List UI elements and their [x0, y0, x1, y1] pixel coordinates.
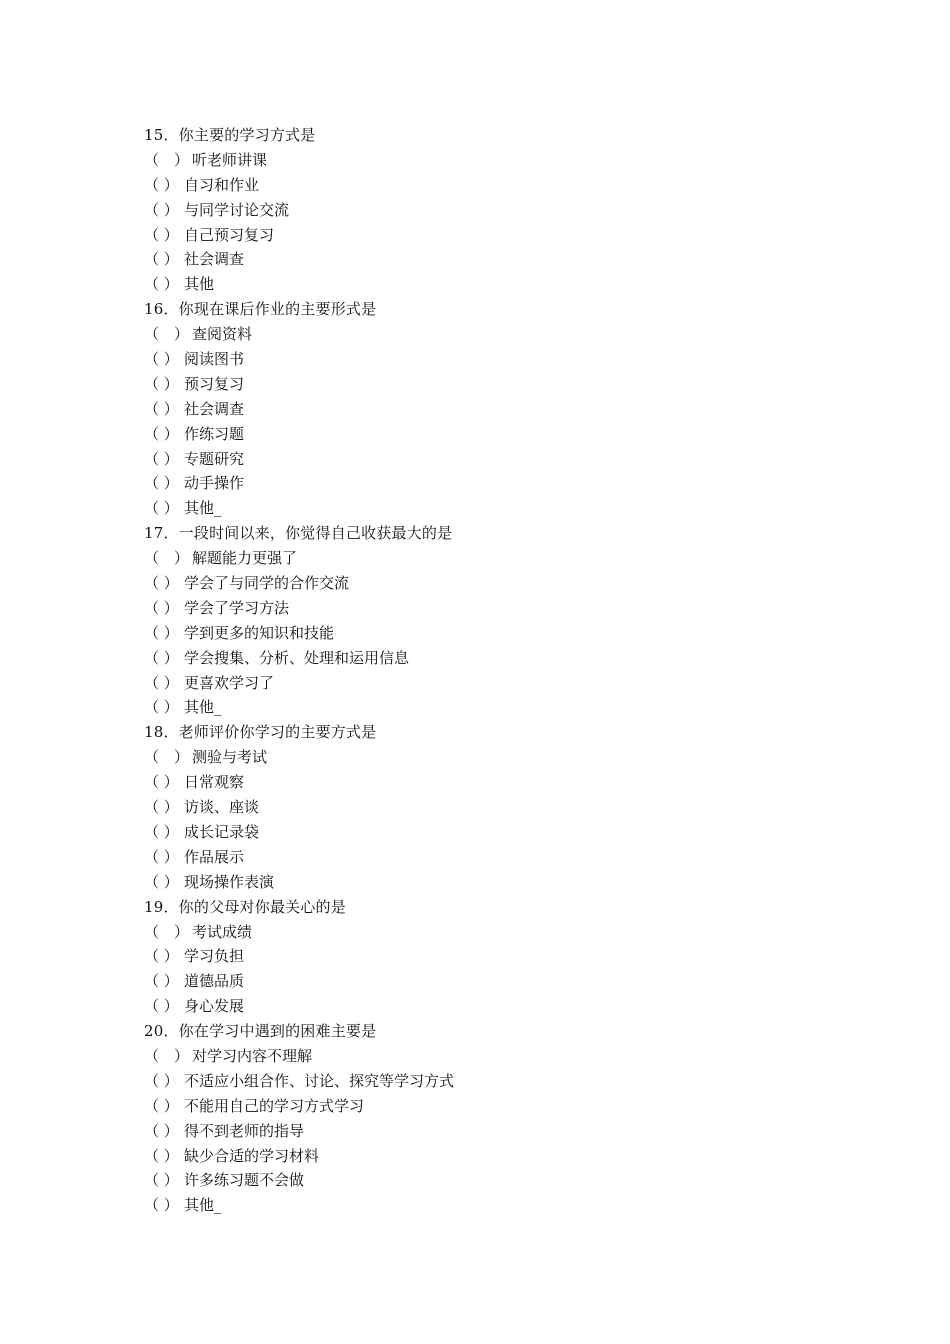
answer-option[interactable]: [144, 920, 864, 945]
answer-blank[interactable]: （ ）: [144, 1071, 179, 1090]
answer-option[interactable]: [144, 745, 864, 770]
answer-option[interactable]: [144, 671, 864, 696]
answer-option[interactable]: [144, 372, 864, 397]
option-text: 动手操作: [184, 474, 245, 493]
answer-option[interactable]: [144, 1144, 864, 1169]
answer-option[interactable]: [144, 1119, 864, 1144]
answer-option[interactable]: [144, 447, 864, 472]
answer-option[interactable]: [144, 571, 864, 596]
answer-blank[interactable]: （ ）: [144, 549, 190, 568]
answer-blank[interactable]: （ ）: [144, 574, 179, 593]
question-15-title: 15．你主要的学习方式是: [144, 126, 316, 144]
answer-option[interactable]: [144, 1044, 864, 1069]
option-text: 其他_: [184, 698, 222, 717]
answer-blank[interactable]: （ ）: [144, 350, 179, 369]
option-text: 学会了学习方法: [184, 598, 290, 617]
answer-option[interactable]: [144, 870, 864, 895]
answer-blank[interactable]: （ ）: [144, 822, 179, 841]
answer-blank[interactable]: （ ）: [144, 1121, 179, 1140]
answer-option[interactable]: [144, 596, 864, 621]
answer-blank[interactable]: （ ）: [144, 1046, 190, 1065]
answer-option[interactable]: [144, 770, 864, 795]
answer-blank[interactable]: （ ）: [144, 449, 179, 468]
answer-blank[interactable]: （ ）: [144, 623, 179, 642]
answer-option[interactable]: [144, 1094, 864, 1119]
option-text: 预习复习: [184, 374, 245, 393]
option-text: 身心发展: [184, 997, 245, 1016]
answer-blank[interactable]: （ ）: [144, 200, 179, 219]
option-text: 与同学讨论交流: [184, 200, 290, 219]
option-text: 查阅资料: [192, 325, 253, 344]
answer-option[interactable]: [144, 198, 864, 223]
answer-option[interactable]: [144, 795, 864, 820]
answer-blank[interactable]: （ ）: [144, 250, 179, 269]
answer-option[interactable]: [144, 546, 864, 571]
option-text: 更喜欢学习了: [184, 673, 275, 692]
option-text: 日常观察: [184, 773, 245, 792]
answer-blank[interactable]: （ ）: [144, 748, 190, 767]
answer-blank[interactable]: （ ）: [144, 798, 179, 817]
option-text: 社会调查: [184, 399, 245, 418]
answer-blank[interactable]: （ ）: [144, 773, 179, 792]
answer-blank[interactable]: （ ）: [144, 225, 179, 244]
option-text: 阅读图书: [184, 350, 245, 369]
answer-blank[interactable]: （ ）: [144, 175, 179, 194]
answer-option[interactable]: [144, 944, 864, 969]
option-text: 学到更多的知识和技能: [184, 623, 335, 642]
answer-option[interactable]: [144, 1168, 864, 1193]
answer-option[interactable]: [144, 621, 864, 646]
option-text: 得不到老师的指导: [184, 1121, 305, 1140]
option-text: 学会搜集、分析、处理和运用信息: [184, 648, 410, 667]
answer-blank[interactable]: （ ）: [144, 474, 179, 493]
answer-option[interactable]: [144, 397, 864, 422]
answer-blank[interactable]: （ ）: [144, 399, 179, 418]
answer-blank[interactable]: （ ）: [144, 673, 179, 692]
answer-blank[interactable]: （ ）: [144, 847, 179, 866]
answer-blank[interactable]: （ ）: [144, 1146, 179, 1165]
option-text: 自己预习复习: [184, 225, 275, 244]
answer-option[interactable]: [144, 695, 864, 720]
answer-option[interactable]: [144, 347, 864, 372]
question-17-title: 17．一段时间以来，你觉得自己收获最大的是: [144, 524, 453, 543]
answer-blank[interactable]: （ ）: [144, 947, 179, 966]
answer-blank[interactable]: （ ）: [144, 374, 179, 393]
answer-option[interactable]: [144, 322, 864, 347]
option-text: 其他: [184, 275, 215, 294]
option-text: 道德品质: [184, 972, 245, 991]
option-text: 社会调查: [184, 250, 245, 269]
question-18-title: 18．老师评价你学习的主要方式是: [144, 723, 377, 742]
option-text: 不适应小组合作、讨论、探究等学习方式: [184, 1071, 455, 1090]
option-text: 学会了与同学的合作交流: [184, 574, 350, 593]
answer-option[interactable]: [144, 646, 864, 671]
question-19-title: 19．你的父母对你最关心的是: [144, 897, 346, 916]
answer-blank[interactable]: （ ）: [144, 922, 190, 941]
answer-option[interactable]: [144, 1193, 864, 1218]
answer-blank[interactable]: （ ）: [144, 997, 179, 1016]
option-text: 听老师讲课: [192, 150, 268, 169]
answer-option[interactable]: [144, 820, 864, 845]
answer-blank[interactable]: （ ）: [144, 1096, 179, 1115]
answer-blank[interactable]: （ ）: [144, 648, 179, 667]
option-text: 学习负担: [184, 947, 245, 966]
questionnaire: [144, 123, 864, 1218]
answer-option[interactable]: [144, 1069, 864, 1094]
answer-blank[interactable]: （ ）: [144, 325, 190, 344]
answer-blank[interactable]: （ ）: [144, 872, 179, 891]
option-text: 专题研究: [184, 449, 245, 468]
question-16-title: 16．你现在课后作业的主要形式是: [144, 300, 377, 319]
option-text: 成长记录袋: [184, 822, 260, 841]
option-text: 许多练习题不会做: [184, 1171, 305, 1190]
answer-option[interactable]: [144, 148, 864, 173]
option-text: 自习和作业: [184, 175, 260, 194]
answer-option[interactable]: [144, 845, 864, 870]
answer-option[interactable]: [144, 223, 864, 248]
answer-option[interactable]: [144, 422, 864, 447]
option-text: 其他_: [184, 499, 222, 518]
option-text: 解题能力更强了: [192, 549, 298, 568]
option-text: 测验与考试: [192, 748, 268, 767]
option-text: 考试成绩: [192, 922, 253, 941]
option-text: 现场操作表演: [184, 872, 275, 891]
answer-option[interactable]: [144, 173, 864, 198]
answer-option[interactable]: [144, 496, 864, 521]
answer-blank[interactable]: （ ）: [144, 972, 179, 991]
option-text: 其他_: [184, 1196, 222, 1215]
option-text: 作练习题: [184, 424, 245, 443]
answer-blank[interactable]: （ ）: [144, 499, 179, 518]
answer-option[interactable]: [144, 247, 864, 272]
answer-blank[interactable]: （ ）: [144, 424, 179, 443]
option-text: 不能用自己的学习方式学习: [184, 1096, 365, 1115]
answer-option[interactable]: [144, 969, 864, 994]
option-text: 对学习内容不理解: [192, 1046, 313, 1065]
question-20-title: 20．你在学习中遇到的困难主要是: [144, 1022, 377, 1041]
answer-blank[interactable]: （ ）: [144, 698, 179, 717]
option-text: 作品展示: [184, 847, 245, 866]
answer-blank[interactable]: （ ）: [144, 1171, 179, 1190]
answer-blank[interactable]: （ ）: [144, 150, 190, 169]
answer-blank[interactable]: （ ）: [144, 1196, 179, 1215]
answer-blank[interactable]: （ ）: [144, 275, 179, 294]
option-text: 缺少合适的学习材料: [184, 1146, 320, 1165]
answer-blank[interactable]: （ ）: [144, 598, 179, 617]
answer-option[interactable]: [144, 471, 864, 496]
option-text: 访谈、座谈: [184, 798, 260, 817]
answer-option[interactable]: [144, 994, 864, 1019]
answer-option[interactable]: [144, 272, 864, 297]
